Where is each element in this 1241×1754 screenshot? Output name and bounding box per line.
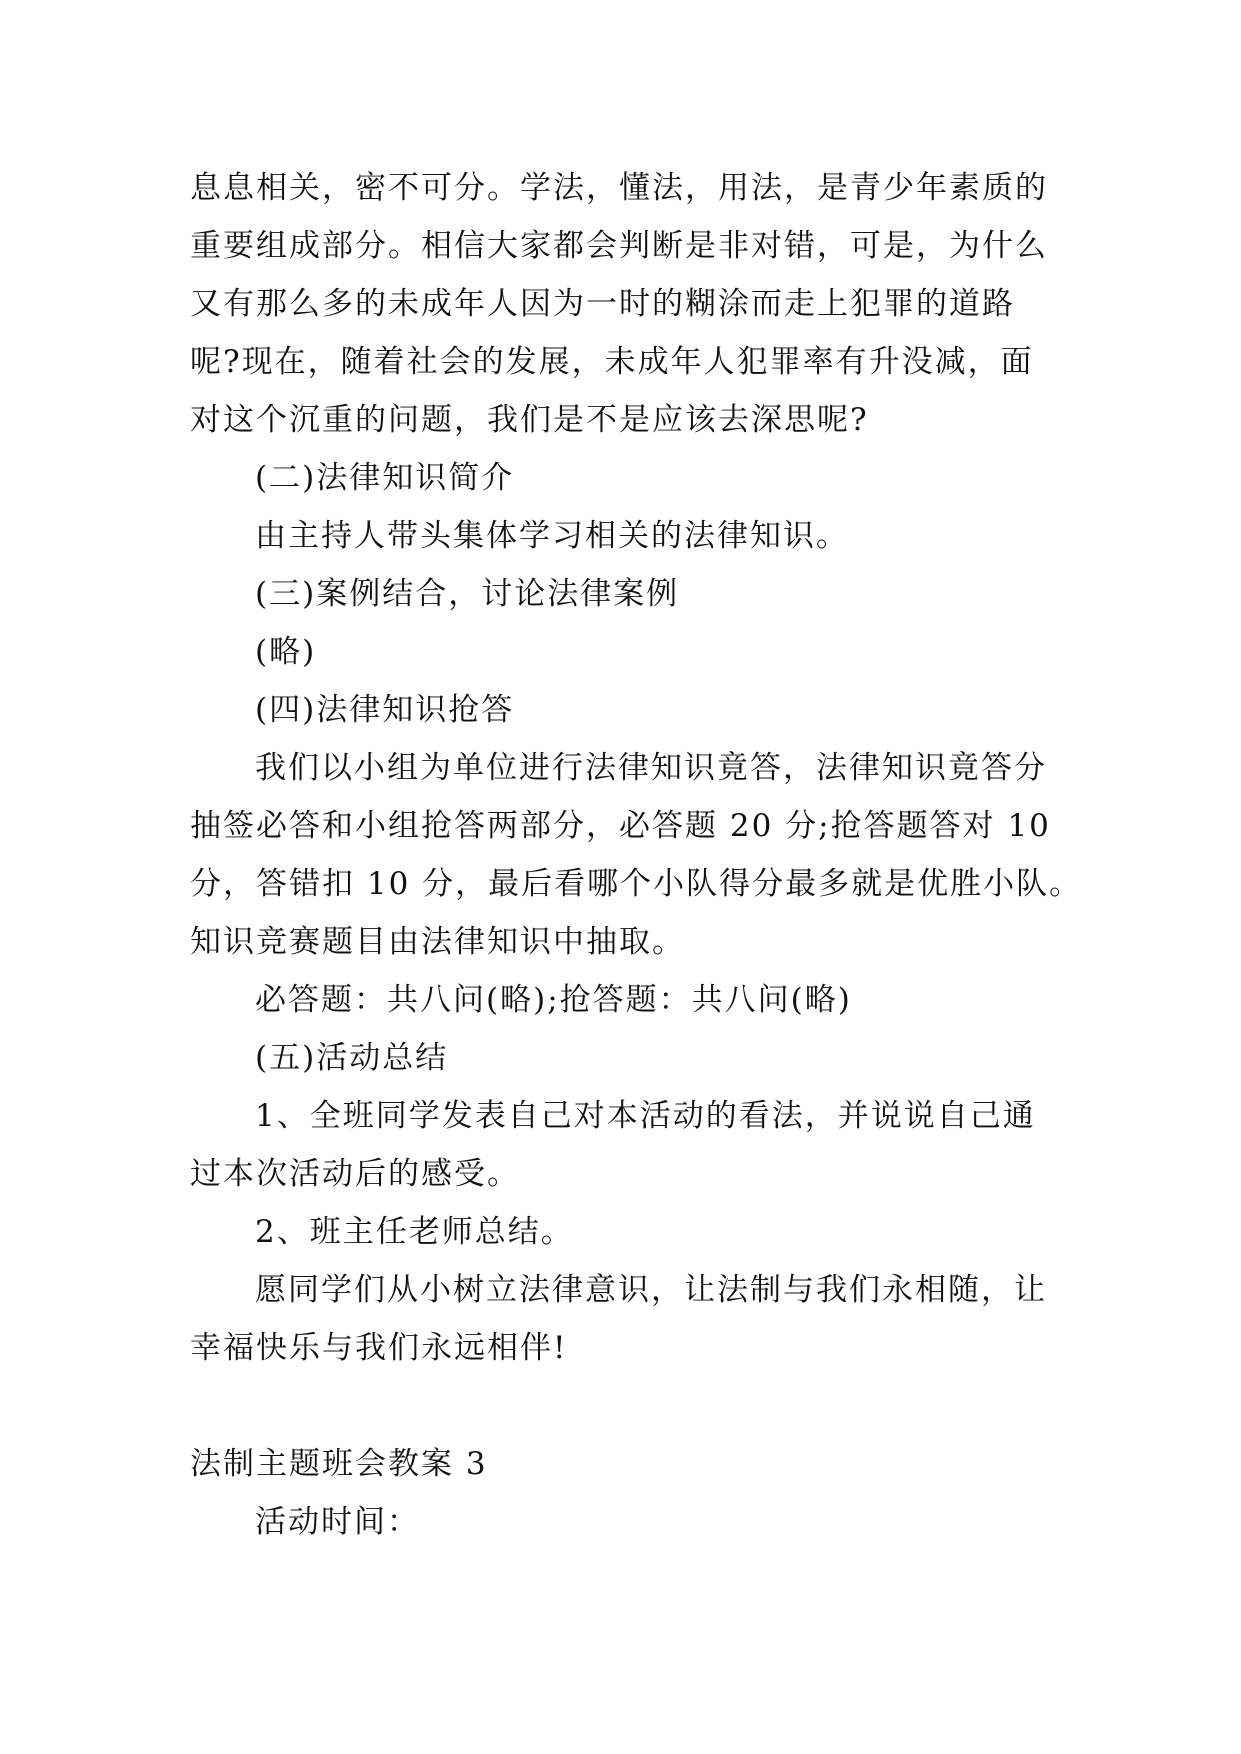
paragraph-line: 我们以小组为单位进行法律知识竟答，法律知识竟答分 bbox=[255, 750, 1047, 786]
paragraph-line: 重要组成部分。相信大家都会判断是非对错，可是，为什么 bbox=[190, 228, 1048, 264]
paragraph-line: 活动时间： bbox=[255, 1504, 420, 1540]
paragraph-line: 分，答错扣 10 分，最后看哪个小队得分最多就是优胜小队。 bbox=[190, 866, 1083, 902]
paragraph-line: 愿同学们从小树立法律意识，让法制与我们永相随，让 bbox=[255, 1272, 1047, 1308]
paragraph-line: 又有那么多的未成年人因为一时的糊涂而走上犯罪的道路 bbox=[190, 286, 1015, 322]
paragraph-line: 过本次活动后的感受。 bbox=[190, 1156, 520, 1192]
section-heading: (三)案例结合，讨论法律案例 bbox=[255, 576, 680, 612]
paragraph-line: 对这个沉重的问题，我们是不是应该去深思呢? bbox=[190, 402, 869, 438]
paragraph-line: 呢?现在，随着社会的发展，未成年人犯罪率有升没减，面 bbox=[190, 344, 1034, 380]
section-heading: (二)法律知识简介 bbox=[255, 460, 515, 496]
paragraph-line: 抽签必答和小组抢答两部分，必答题 20 分;抢答题答对 10 bbox=[190, 808, 1051, 844]
paragraph-line: 幸福快乐与我们永远相伴! bbox=[190, 1330, 568, 1366]
paragraph-line: (略) bbox=[255, 634, 317, 670]
paragraph-line: 知识竞赛题目由法律知识中抽取。 bbox=[190, 924, 685, 960]
paragraph-line: 息息相关，密不可分。学法，懂法，用法，是青少年素质的 bbox=[190, 170, 1048, 206]
section-heading: (四)法律知识抢答 bbox=[255, 692, 515, 728]
paragraph-line: 1、全班同学发表自己对本活动的看法，并说说自己通 bbox=[255, 1098, 1036, 1134]
paragraph-line: 2、班主任老师总结。 bbox=[255, 1214, 574, 1250]
document-title: 法制主题班会教案 3 bbox=[190, 1446, 488, 1482]
paragraph-line: 由主持人带头集体学习相关的法律知识。 bbox=[255, 518, 849, 554]
paragraph-line: 必答题：共八问(略);抢答题：共八问(略) bbox=[255, 982, 852, 1018]
section-heading: (五)活动总结 bbox=[255, 1040, 449, 1076]
